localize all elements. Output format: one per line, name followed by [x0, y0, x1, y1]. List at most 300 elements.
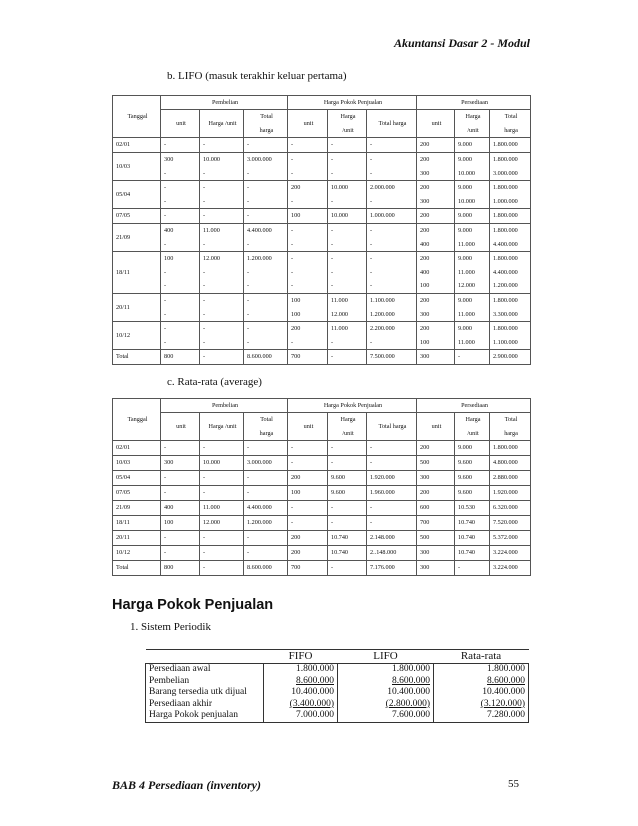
value-cell — [417, 322, 455, 350]
value-cell — [200, 471, 244, 486]
value-cell — [244, 224, 288, 252]
hpp-row — [146, 699, 529, 711]
value-cell — [328, 531, 367, 546]
date-cell — [113, 516, 161, 531]
cell-text: - — [370, 197, 373, 205]
cell-text: - — [291, 141, 294, 149]
cell-text: 300 — [420, 474, 430, 482]
value-cell — [328, 471, 367, 486]
value-cell — [367, 501, 417, 516]
hpp-value: 1.800.000 — [338, 664, 434, 676]
value-cell — [161, 486, 200, 501]
value-cell — [417, 441, 455, 456]
value-cell — [200, 153, 244, 181]
value-cell — [288, 252, 328, 294]
cell-text: 6.320.000 — [493, 504, 518, 512]
table-row — [113, 471, 531, 486]
cell-text: 200 — [420, 444, 430, 452]
cell-text: - — [291, 444, 294, 452]
cell-text: - — [203, 310, 206, 318]
cell-text: 10.000 — [331, 212, 349, 220]
cell-text: 2.000.000 — [370, 184, 395, 191]
hpp-title: Harga Pokok Penjualan — [112, 597, 274, 613]
value-cell — [455, 322, 490, 350]
value-cell — [200, 501, 244, 516]
cell-text: 07/05 — [116, 212, 131, 220]
value-cell — [367, 224, 417, 252]
hpp-value: 8.600.000 — [296, 675, 334, 686]
cell-text: - — [370, 240, 373, 248]
cell-text: 100 — [291, 489, 301, 497]
cell-text: /unit — [342, 429, 354, 437]
cell-text: 10.000 — [203, 156, 221, 163]
cell-text: 1.800.000 — [493, 212, 518, 220]
cell-text: 11.000 — [458, 338, 475, 346]
value-cell — [244, 531, 288, 546]
cell-text: - — [164, 549, 167, 557]
value-cell — [367, 209, 417, 224]
table-row — [113, 181, 531, 209]
lifo-table — [112, 95, 531, 365]
value-cell — [455, 561, 490, 576]
cell-text: 100 — [420, 338, 430, 346]
cell-text: 100 — [164, 519, 174, 527]
value-cell — [288, 294, 328, 322]
value-cell — [288, 456, 328, 471]
sub-header — [200, 110, 244, 138]
value-cell — [200, 209, 244, 224]
cell-text: 10.000 — [331, 184, 349, 191]
cell-text: 21/09 — [116, 504, 131, 512]
value-cell — [288, 471, 328, 486]
cell-text: 200 — [420, 212, 430, 220]
cell-text: 1.800.000 — [493, 141, 518, 149]
value-cell — [200, 441, 244, 456]
value-cell — [161, 441, 200, 456]
cell-text: 9.000 — [458, 156, 472, 163]
cell-text: - — [331, 169, 334, 177]
value-cell — [161, 181, 200, 209]
cell-text: - — [247, 197, 250, 205]
cell-text: 300 — [420, 169, 430, 177]
cell-text: - — [247, 310, 250, 318]
value-cell — [455, 471, 490, 486]
date-cell — [113, 322, 161, 350]
cell-text: - — [203, 353, 206, 361]
cell-text: - — [331, 519, 334, 527]
cell-text: 18/11 — [116, 268, 130, 276]
value-cell — [288, 441, 328, 456]
value-cell — [328, 153, 367, 181]
value-cell — [417, 546, 455, 561]
cell-text: 200 — [291, 474, 301, 482]
value-cell — [455, 516, 490, 531]
cell-text: unit — [176, 119, 186, 127]
sub-header — [200, 413, 244, 441]
cell-text: - — [164, 325, 167, 332]
cell-text: 1.800.000 — [493, 156, 518, 163]
cell-text: - — [164, 240, 167, 248]
value-cell — [455, 224, 490, 252]
cell-text: 300 — [420, 310, 430, 318]
hpp-value: 7.280.000 — [434, 710, 529, 722]
cell-text: 10.000 — [203, 459, 221, 467]
average-table — [112, 398, 531, 576]
cell-text: 1.920.000 — [370, 474, 395, 482]
cell-text: 500 — [420, 534, 430, 542]
cell-text: 300 — [164, 156, 174, 163]
cell-text: 10.000 — [458, 197, 476, 205]
cell-text: 10.740 — [458, 519, 476, 527]
value-cell — [200, 224, 244, 252]
value-cell — [367, 546, 417, 561]
cell-text: /unit — [342, 126, 354, 134]
cell-text: - — [291, 338, 294, 346]
value-cell — [328, 486, 367, 501]
cell-text: - — [203, 549, 206, 557]
value-cell — [490, 138, 531, 153]
value-cell — [367, 181, 417, 209]
cell-text: 9.000 — [458, 444, 472, 452]
hpp-row-label: Persediaan akhir — [146, 699, 264, 711]
cell-text: - — [247, 338, 250, 346]
hpp-subtitle: 1. Sistem Periodik — [130, 621, 211, 633]
cell-text: unit — [303, 119, 314, 127]
cell-text: /unit — [467, 429, 479, 437]
cell-text: 20/11 — [116, 534, 130, 542]
cell-text: 9.000 — [458, 325, 472, 332]
hpp-value: 10.400.000 — [434, 687, 529, 699]
value-cell — [328, 501, 367, 516]
date-cell — [113, 209, 161, 224]
value-cell — [490, 350, 531, 365]
cell-text: - — [331, 255, 334, 263]
value-cell — [367, 531, 417, 546]
hpp-row — [146, 676, 529, 688]
cell-text: unit — [303, 422, 314, 430]
value-cell — [200, 516, 244, 531]
value-cell — [490, 531, 531, 546]
date-cell — [113, 181, 161, 209]
cell-text: - — [203, 197, 206, 205]
cell-text: - — [247, 297, 250, 304]
sub-header — [244, 413, 288, 441]
hpp-row — [146, 664, 529, 676]
table-row — [113, 138, 531, 153]
cell-text: - — [164, 444, 167, 452]
cell-text: 800 — [164, 353, 174, 361]
value-cell — [455, 153, 490, 181]
cell-text: 2..148.000 — [370, 549, 397, 557]
value-cell — [161, 294, 200, 322]
table-row — [113, 546, 531, 561]
cell-text: 1.800.000 — [493, 297, 518, 304]
sub-header — [244, 110, 288, 138]
value-cell — [244, 181, 288, 209]
cell-text: 100 — [291, 310, 301, 318]
cell-text: Harga /unit — [208, 422, 237, 430]
value-cell — [490, 486, 531, 501]
hpp-value: 8.600.000 — [392, 675, 430, 686]
value-cell — [455, 546, 490, 561]
cell-text: /unit — [467, 126, 479, 134]
cell-text: - — [247, 489, 250, 497]
value-cell — [417, 153, 455, 181]
date-cell — [113, 294, 161, 322]
cell-text: 3.000.000 — [493, 169, 518, 177]
cell-text: Total — [260, 113, 273, 120]
cell-text: - — [291, 227, 294, 234]
value-cell — [161, 252, 200, 294]
table-row — [113, 209, 531, 224]
cell-text: 200 — [420, 141, 430, 149]
table-row — [113, 322, 531, 350]
cell-text: 700 — [420, 519, 430, 527]
cell-text: - — [331, 240, 334, 248]
cell-text: 1.800.000 — [493, 255, 518, 263]
value-cell — [367, 138, 417, 153]
cell-text: 11.000 — [458, 268, 475, 276]
table-row — [113, 350, 531, 365]
cell-text: - — [203, 564, 206, 572]
cell-text: 1.920.000 — [493, 489, 518, 497]
cell-text: - — [370, 255, 373, 263]
table-row — [113, 252, 531, 294]
sub-header — [417, 413, 455, 441]
value-cell — [328, 561, 367, 576]
cell-text: 5.372.000 — [493, 534, 518, 542]
sub-header — [455, 413, 490, 441]
hpp-table — [145, 649, 529, 723]
cell-text: 11.000 — [331, 325, 348, 332]
value-cell — [367, 456, 417, 471]
table-row — [113, 456, 531, 471]
hpp-value: (3.400.000) — [289, 698, 334, 709]
cell-text: - — [164, 169, 167, 177]
cell-text: harga — [259, 429, 274, 437]
value-cell — [328, 209, 367, 224]
hpp-row-label: Barang tersedia utk dijual — [146, 687, 264, 699]
cell-text: unit — [431, 119, 442, 127]
page-header: Akuntansi Dasar 2 - Modul — [393, 36, 530, 50]
table-row — [113, 224, 531, 252]
date-cell — [113, 224, 161, 252]
value-cell — [288, 561, 328, 576]
cell-text: Total — [504, 113, 518, 120]
value-cell — [455, 138, 490, 153]
cell-text: 1.000.000 — [370, 212, 395, 220]
value-cell — [367, 153, 417, 181]
cell-text: Total — [116, 353, 129, 361]
value-cell — [244, 209, 288, 224]
hpp-row-label: Persediaan awal — [146, 664, 264, 676]
cell-text: 11.000 — [458, 240, 475, 248]
value-cell — [490, 471, 531, 486]
cell-text: Harga — [465, 113, 481, 120]
cell-text: 9.000 — [458, 212, 472, 220]
cell-text: 1.960.000 — [370, 489, 395, 497]
cell-text: 20/11 — [116, 303, 130, 311]
cell-text: 7.500.000 — [370, 353, 395, 361]
cell-text: - — [291, 519, 294, 527]
cell-text: Total — [504, 416, 518, 423]
cell-text: 8.600.000 — [247, 564, 272, 572]
cell-text: 100 — [164, 255, 174, 263]
cell-text: 02/01 — [116, 141, 131, 149]
cell-text: 10/03 — [116, 162, 131, 170]
cell-text: 4.400.000 — [493, 268, 518, 276]
cell-text: 11.000 — [203, 504, 220, 512]
cell-text: - — [203, 141, 206, 149]
cell-text: 300 — [420, 564, 430, 572]
sub-header — [288, 413, 328, 441]
cell-text: - — [331, 338, 334, 346]
cell-text: - — [331, 459, 334, 467]
cell-text: - — [291, 169, 294, 177]
cell-text: 1.800.000 — [493, 227, 518, 234]
value-cell — [288, 486, 328, 501]
date-cell — [113, 471, 161, 486]
sub-header — [367, 110, 417, 138]
cell-text: 10.740 — [331, 534, 349, 542]
value-cell — [367, 471, 417, 486]
cell-text: - — [247, 240, 250, 248]
sub-header — [417, 110, 455, 138]
cell-text: - — [370, 459, 373, 467]
cell-text: 200 — [291, 184, 301, 191]
value-cell — [328, 224, 367, 252]
cell-text: - — [247, 549, 250, 557]
cell-text: - — [164, 338, 167, 346]
cell-text: - — [164, 141, 167, 149]
cell-text: - — [291, 156, 294, 163]
sub-header — [288, 110, 328, 138]
value-cell — [244, 486, 288, 501]
cell-text: 1.800.000 — [493, 444, 518, 452]
cell-text: 3.000.000 — [247, 156, 272, 163]
cell-text: 10/12 — [116, 549, 131, 557]
cell-text: 8.600.000 — [247, 353, 272, 361]
group-header: Persediaan — [417, 96, 531, 110]
cell-text: - — [370, 141, 373, 149]
value-cell — [244, 456, 288, 471]
value-cell — [417, 209, 455, 224]
value-cell — [161, 546, 200, 561]
value-cell — [244, 294, 288, 322]
value-cell — [244, 322, 288, 350]
cell-text: - — [203, 282, 206, 290]
cell-text: 21/09 — [116, 233, 131, 241]
date-cell — [113, 138, 161, 153]
value-cell — [161, 153, 200, 181]
cell-text: - — [203, 240, 206, 248]
value-cell — [490, 322, 531, 350]
table-row — [113, 486, 531, 501]
cell-text: - — [247, 184, 250, 191]
cell-text: - — [331, 564, 334, 572]
value-cell — [490, 441, 531, 456]
cell-text: 4.400.000 — [493, 240, 518, 248]
cell-text: - — [247, 282, 250, 290]
hpp-value: 8.600.000 — [487, 675, 525, 686]
cell-text: 3.000.000 — [247, 459, 272, 467]
value-cell — [200, 546, 244, 561]
value-cell — [490, 501, 531, 516]
cell-text: 1.200.000 — [247, 519, 272, 527]
value-cell — [200, 561, 244, 576]
cell-text: - — [291, 504, 294, 512]
cell-text: 02/01 — [116, 444, 131, 452]
table-row — [113, 153, 531, 181]
hpp-value: 7.000.000 — [264, 710, 338, 722]
hpp-value: (3.120.000) — [480, 698, 525, 709]
value-cell — [288, 322, 328, 350]
value-cell — [455, 252, 490, 294]
cell-text: 100 — [291, 297, 301, 304]
cell-text: - — [203, 297, 206, 304]
value-cell — [244, 561, 288, 576]
sub-header — [328, 413, 367, 441]
cell-text: - — [164, 212, 167, 220]
value-cell — [161, 561, 200, 576]
value-cell — [417, 456, 455, 471]
cell-text: Harga /unit — [208, 119, 237, 127]
cell-text: - — [164, 184, 167, 191]
table-row — [113, 501, 531, 516]
cell-text: 3.224.000 — [493, 549, 518, 557]
cell-text: Total harga — [378, 119, 407, 127]
cell-text: 600 — [420, 504, 430, 512]
cell-text: 100 — [291, 212, 301, 220]
cell-text: Harga — [465, 416, 481, 423]
cell-text: 300 — [420, 353, 430, 361]
value-cell — [417, 294, 455, 322]
cell-text: - — [203, 338, 206, 346]
sub-header — [455, 110, 490, 138]
cell-text: 3.224.000 — [493, 564, 518, 572]
value-cell — [161, 322, 200, 350]
value-cell — [455, 181, 490, 209]
cell-text: 400 — [420, 240, 430, 248]
cell-text: 200 — [420, 255, 430, 263]
cell-text: 9.000 — [458, 255, 472, 263]
cell-text: - — [370, 338, 373, 346]
cell-text: - — [291, 240, 294, 248]
value-cell — [288, 209, 328, 224]
cell-text: - — [247, 212, 250, 220]
cell-text: harga — [504, 429, 518, 437]
average-heading: c. Rata-rata (average) — [167, 376, 262, 388]
cell-text: 10/12 — [116, 331, 131, 339]
cell-text: 200 — [291, 549, 301, 557]
value-cell — [288, 501, 328, 516]
value-cell — [161, 224, 200, 252]
value-cell — [417, 501, 455, 516]
cell-text: - — [247, 268, 250, 276]
cell-text: 4.800.000 — [493, 459, 518, 467]
cell-text: - — [291, 282, 294, 290]
cell-text: 10.000 — [458, 169, 476, 177]
value-cell — [244, 471, 288, 486]
cell-text: 9.000 — [458, 141, 472, 149]
value-cell — [244, 501, 288, 516]
value-cell — [367, 322, 417, 350]
cell-text: harga — [504, 126, 518, 134]
cell-text: - — [203, 325, 206, 332]
value-cell — [490, 224, 531, 252]
value-cell — [200, 138, 244, 153]
hpp-col-average: Rata-rata — [434, 650, 529, 664]
